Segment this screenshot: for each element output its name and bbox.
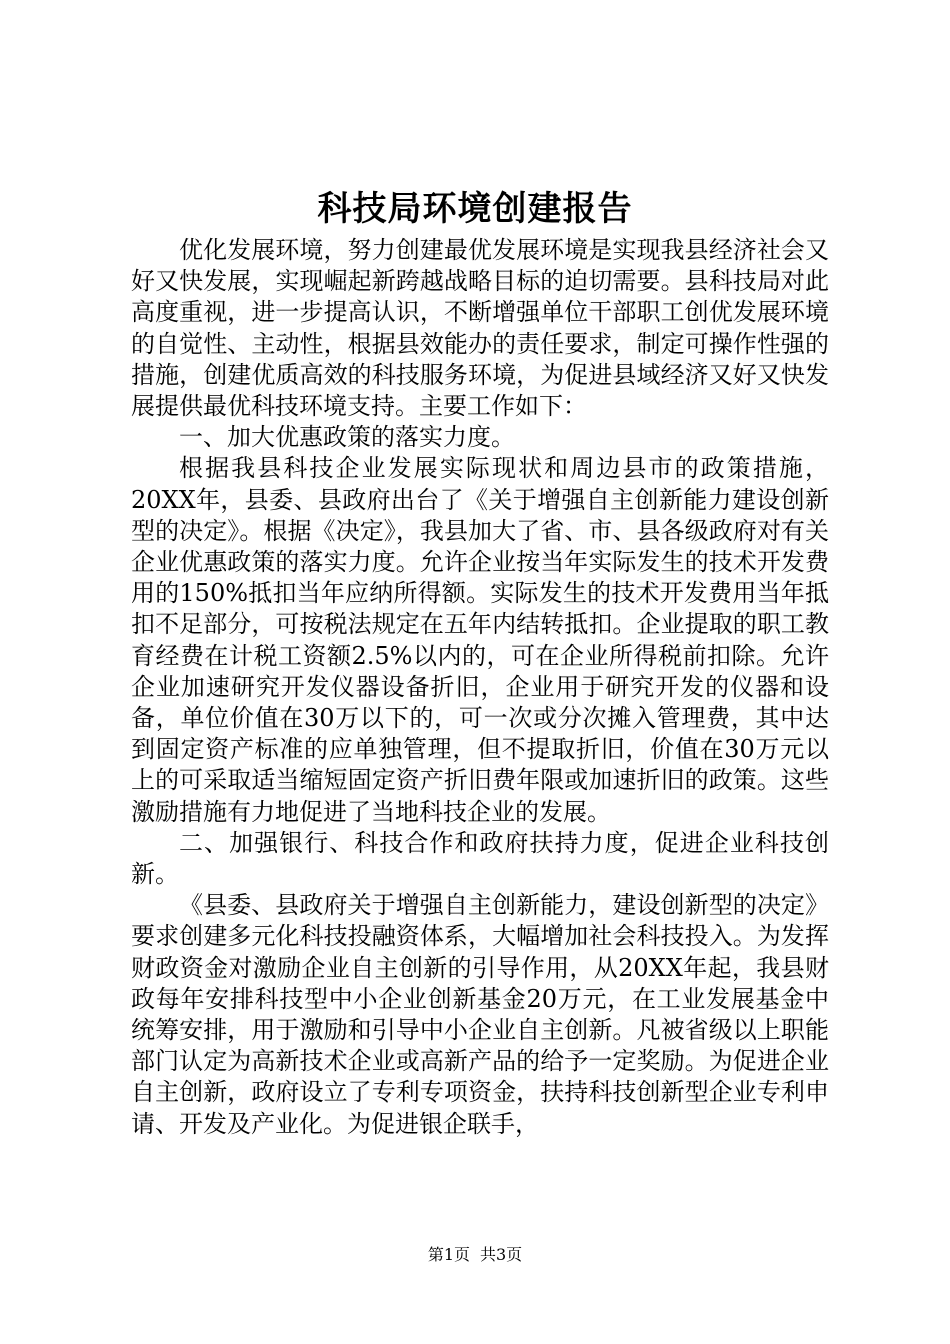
section-1-paragraph: 根据我县科技企业发展实际现状和周边县市的政策措施，20XX年，县委、县政府出台了《关于增强自主创新能力建设创新型的决定》。根据《决定》，我县加大了省、市、县各级政府对有关企业优惠政策的落实力度。允许企业按当年实际发生的技术开发费用的150%抵扣当年应纳所得额。实际发生的技术开发费用当年抵扣不足部分，可按税法规定在五年内结转抵扣。企业提取的职工教育经费在计税工资额2.5%以内的，可在企业所得税前扣除。允许企业加速研究开发仪器设备折旧，企业用于研究开发的仪器和设备，单位价值在30万以下的，可一次或分次摊入管理费，其中达到固定资产标准的应单独管理，但不提取折旧，价值在30万元以上的可采取适当缩短固定资产折旧费年限或加速折旧的政策。这些激励措施有力地促进了当地科技企业的发展。 (131, 454, 829, 826)
page-total: 共3页 (480, 1245, 523, 1264)
intro-paragraph: 优化发展环境，努力创建最优发展环境是实现我县经济社会又好又快发展，实现崛起新跨越战略目标的迫切需要。县科技局对此高度重视，进一步提高认识，不断增强单位干部职工创优发展环境的自觉性、主动性，根据县效能办的责任要求，制定可操作性强的措施，创建优质高效的科技服务环境，为促进县域经济又好又快发展提供最优科技环境支持。主要工作如下： (131, 236, 829, 421)
section-2-paragraph: 《县委、县政府关于增强自主创新能力，建设创新型的决定》要求创建多元化科技投融资体系，大幅增加社会科技投入。为发挥财政资金对激励企业自主创新的引导作用，从20XX年起，我县财政每年安排科技型中小企业创新基金20万元，在工业发展基金中统筹安排，用于激励和引导中小企业自主创新。凡被省级以上职能部门认定为高新技术企业或高新产品的给予一定奖励。为促进企业自主创新，政府设立了专利专项资金，扶持科技创新型企业专利申请、开发及产业化。为促进银企联手， (131, 891, 829, 1138)
section-heading-1: 一、加大优惠政策的落实力度。 (179, 423, 515, 452)
document-title: 科技局环境创建报告 (317, 189, 633, 229)
page-number: 第1页 (427, 1245, 470, 1264)
document-body (131, 235, 829, 1140)
section-heading-2: 二、加强银行、科技合作和政府扶持力度，促进企业科技创新。 (131, 828, 829, 889)
page-footer (0, 1244, 950, 1266)
